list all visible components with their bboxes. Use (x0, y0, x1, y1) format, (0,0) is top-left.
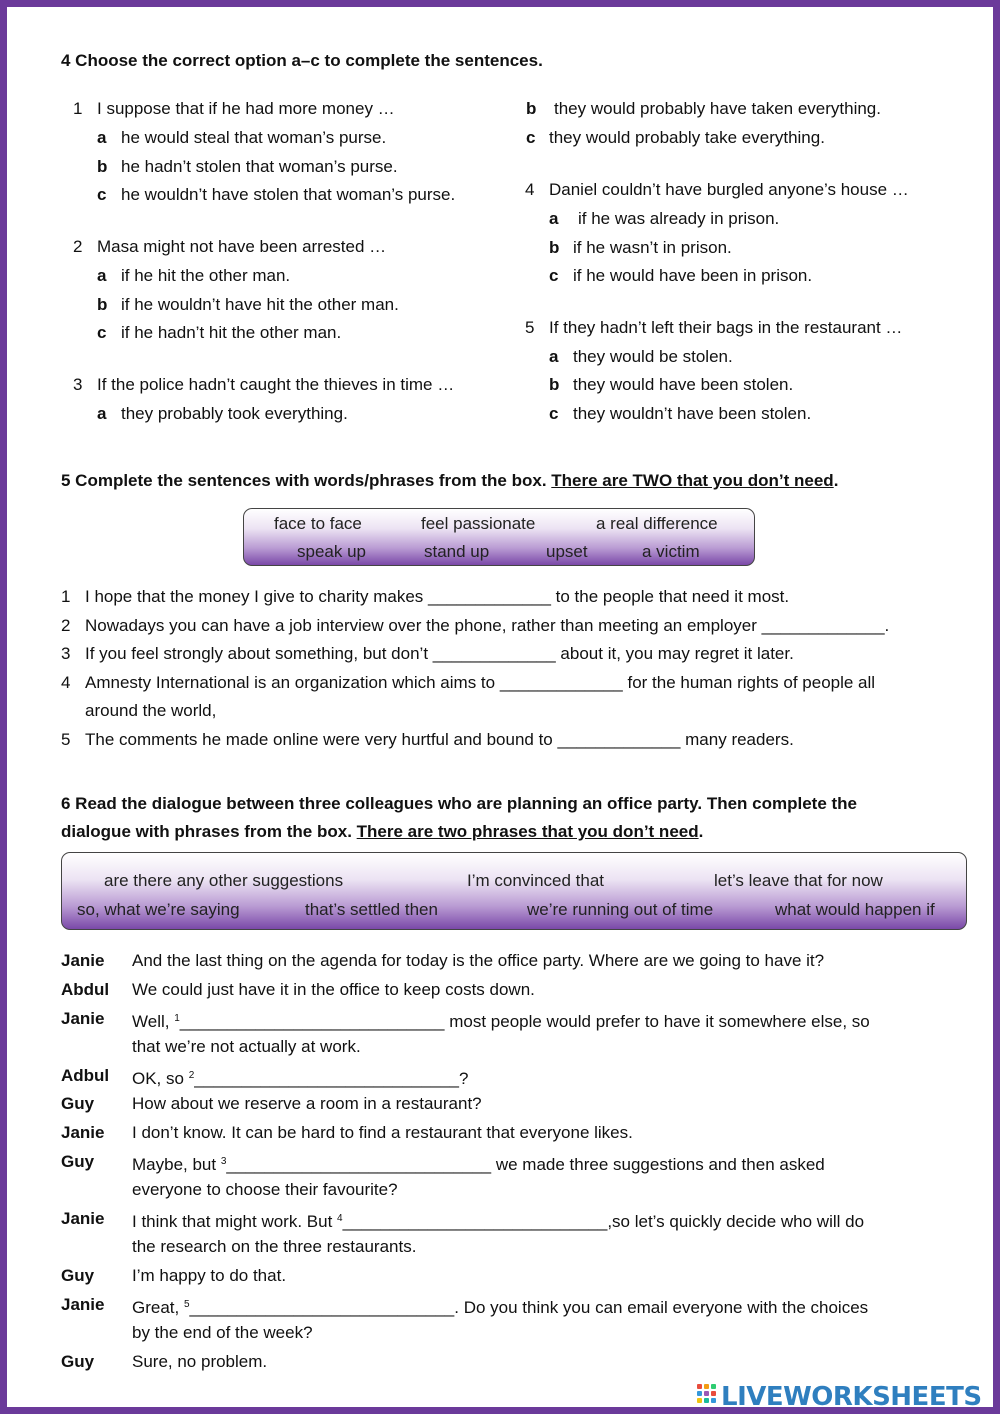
ex4-q3-option-c[interactable]: they would probably take everything. (549, 128, 825, 147)
ex5-s1-number: 1 (61, 587, 71, 606)
ex5-box-word[interactable]: a victim (642, 542, 700, 561)
dialogue-after: we made three suggestions and then asked (491, 1155, 825, 1174)
dialogue-speaker: Guy (61, 1152, 95, 1171)
ex4-q3-stem: If the police hadn’t caught the thieves in time … (97, 375, 455, 394)
dialogue-speaker: Adbul (61, 1066, 110, 1085)
ex6-heading-line2-main: dialogue with phrases from the box. (61, 822, 357, 841)
gap-5-blank[interactable]: ____________________________ (189, 1298, 455, 1317)
ex4-q2-option-b[interactable]: if he wouldn’t have hit the other man. (121, 295, 399, 314)
ex4-q5-option-c[interactable]: they wouldn’t have been stolen. (573, 404, 812, 423)
ex5-s3-before: If you feel strongly about something, but don’t (85, 644, 433, 663)
dialogue-line (132, 1066, 468, 1089)
ex5-s4-line2: around the world, (85, 701, 217, 720)
liveworksheets-logo-icon (697, 1384, 717, 1408)
dialogue-line: Sure, no problem. (132, 1352, 268, 1371)
dialogue-line: I don’t know. It can be hard to find a restaurant that everyone likes. (132, 1123, 633, 1142)
ex5-s4-before: Amnesty International is an organization which aims to (85, 673, 500, 692)
ex4-q5-option-c-letter: c (549, 404, 559, 423)
ex4-q3-option-a-letter: a (97, 404, 107, 423)
ex5-heading-main: 5 Complete the sentences with words/phrases from the box. (61, 471, 552, 490)
ex4-q4-option-c-letter: c (549, 266, 559, 285)
gap-4-blank[interactable]: ____________________________ (342, 1212, 608, 1231)
ex4-q3-option-c-letter: c (526, 128, 536, 147)
ex6-box-phrase[interactable]: I’m convinced that (467, 871, 605, 890)
ex5-s4-after: for the human rights of people all (622, 673, 876, 692)
gap-number: 2 (188, 1070, 195, 1081)
ex4-q1-option-c-letter: c (97, 185, 107, 204)
ex5-box-word[interactable]: upset (546, 542, 588, 561)
dialogue-before: Great, (132, 1298, 184, 1317)
dialogue-line: We could just have it in the office to keep costs down. (132, 980, 535, 999)
ex5-s2-before: Nowadays you can have a job interview over the phone, rather than meeting an employer (85, 616, 762, 635)
ex5-s4-blank[interactable]: _____________ (499, 673, 623, 692)
dialogue-line: And the last thing on the agenda for today is the office party. Where are we going to have it? (132, 951, 825, 970)
ex4-q5-option-b[interactable]: they would have been stolen. (573, 375, 794, 394)
ex6-heading-line1: 6 Read the dialogue between three colleagues who are planning an office party. Then complete the (61, 794, 858, 813)
ex5-box-word[interactable]: face to face (274, 514, 362, 533)
dialogue-line-continued: by the end of the week? (132, 1323, 313, 1342)
gap-number: 3 (220, 1156, 227, 1167)
ex4-q2-option-c-letter: c (97, 323, 107, 342)
ex4-q1-option-a[interactable]: he would steal that woman’s purse. (121, 128, 387, 147)
ex4-q4-option-a[interactable]: if he was already in prison. (578, 209, 780, 228)
gap-3-blank[interactable]: ____________________________ (226, 1155, 492, 1174)
dialogue-speaker: Abdul (61, 980, 110, 999)
ex5-box-word[interactable]: feel passionate (421, 514, 536, 533)
dialogue-line (132, 1009, 870, 1032)
ex4-q1-number: 1 (73, 99, 83, 118)
ex4-q3-option-b-letter: b (526, 99, 537, 118)
ex4-q1-option-b-letter: b (97, 157, 108, 176)
ex5-word-box (243, 508, 755, 566)
ex5-s2-number: 2 (61, 616, 71, 635)
ex6-box-phrase[interactable]: are there any other suggestions (104, 871, 344, 890)
ex5-s5 (85, 730, 794, 750)
gap-2-blank[interactable]: ____________________________ (194, 1069, 459, 1088)
ex6-box-phrase[interactable]: so, what we’re saying (77, 900, 240, 919)
ex5-s1 (85, 587, 789, 607)
ex5-s2-after: . (884, 616, 890, 635)
dialogue-line-continued: everyone to choose their favourite? (132, 1180, 398, 1199)
ex4-q4-option-b-letter: b (549, 238, 560, 257)
gap-number: 4 (337, 1213, 343, 1224)
ex5-box-word[interactable]: a real difference (596, 514, 718, 533)
ex5-heading-underlined: There are TWO that you don’t need (551, 471, 834, 490)
ex5-s5-after: many readers. (680, 730, 794, 749)
ex4-q3-option-a[interactable]: they probably took everything. (121, 404, 348, 423)
ex4-q1-option-a-letter: a (97, 128, 107, 147)
ex4-q4-stem: Daniel couldn’t have burgled anyone’s house … (549, 180, 909, 199)
ex4-q2-option-a[interactable]: if he hit the other man. (121, 266, 291, 285)
dialogue-line-continued: the research on the three restaurants. (132, 1237, 417, 1256)
ex5-heading-end: . (833, 471, 839, 490)
liveworksheets-logo-text: LIVEWORKSHEETS (721, 1382, 982, 1412)
dialogue-line (132, 1152, 825, 1175)
ex5-s5-before: The comments he made online were very hurtful and bound to (85, 730, 558, 749)
dialogue-after: . Do you think you can email everyone with the choices (454, 1298, 869, 1317)
ex4-q2-stem: Masa might not have been arrested … (97, 237, 387, 256)
ex4-q2-number: 2 (73, 237, 83, 256)
ex5-s2 (85, 616, 889, 636)
ex5-s5-blank[interactable]: _____________ (557, 730, 681, 749)
ex6-heading-line2-end: . (698, 822, 704, 841)
ex5-s1-before: I hope that the money I give to charity makes (85, 587, 429, 606)
ex5-box-word[interactable]: speak up (297, 542, 366, 561)
dialogue-after: ? (458, 1069, 469, 1088)
ex4-q5-stem: If they hadn’t left their bags in the restaurant … (549, 318, 903, 337)
dialogue-line (132, 1295, 868, 1318)
dialogue-line-continued: that we’re not actually at work. (132, 1037, 361, 1056)
ex5-s2-blank[interactable]: _____________ (761, 616, 885, 635)
ex4-q1-option-b[interactable]: he hadn’t stolen that woman’s purse. (121, 157, 398, 176)
ex6-phrase-box (61, 852, 967, 930)
ex5-heading (61, 471, 838, 491)
gap-number: 1 (174, 1013, 180, 1024)
ex5-s4 (85, 673, 875, 693)
dialogue-before: Maybe, but (132, 1155, 221, 1174)
dialogue-line: I’m happy to do that. (132, 1266, 287, 1285)
gap-1-blank[interactable]: ____________________________ (179, 1012, 445, 1031)
ex6-heading-underlined: There are two phrases that you don’t need (356, 822, 699, 841)
ex4-q4-option-b[interactable]: if he wasn’t in prison. (573, 238, 732, 257)
ex5-s3-blank[interactable]: _____________ (432, 644, 556, 663)
dialogue-speaker: Janie (61, 1209, 105, 1228)
dialogue-before: Well, (132, 1012, 175, 1031)
ex5-s3-after: about it, you may regret it later. (555, 644, 794, 663)
gap-number: 5 (183, 1299, 190, 1310)
dialogue-line (132, 1209, 864, 1232)
ex4-q4-option-c[interactable]: if he would have been in prison. (573, 266, 813, 285)
dialogue-speaker: Janie (61, 951, 105, 970)
dialogue-after: most people would prefer to have it somewhere else, so (444, 1012, 870, 1031)
ex5-s3 (85, 644, 794, 664)
ex4-q4-option-a-letter: a (549, 209, 559, 228)
ex4-q2-option-c[interactable]: if he hadn’t hit the other man. (121, 323, 342, 342)
ex4-q5-number: 5 (525, 318, 535, 337)
ex5-s1-after: to the people that need it most. (550, 587, 790, 606)
dialogue-speaker: Guy (61, 1094, 95, 1113)
dialogue-speaker: Janie (61, 1123, 105, 1142)
dialogue-speaker: Guy (61, 1352, 95, 1371)
ex6-heading-line2 (61, 822, 703, 842)
ex4-q5-option-b-letter: b (549, 375, 560, 394)
ex4-heading: 4 Choose the correct option a–c to complete the sentences. (61, 51, 543, 70)
ex4-q5-option-a-letter: a (549, 347, 559, 366)
dialogue-speaker: Janie (61, 1009, 105, 1028)
ex4-q2-option-a-letter: a (97, 266, 107, 285)
dialogue-line: How about we reserve a room in a restaurant? (132, 1094, 482, 1113)
ex4-q2-option-b-letter: b (97, 295, 108, 314)
ex4-q4-number: 4 (525, 180, 535, 199)
dialogue-before: I think that might work. But (132, 1212, 338, 1231)
ex4-q3-option-b[interactable]: they would probably have taken everything. (554, 99, 881, 118)
ex4-q3-number: 3 (73, 375, 83, 394)
ex6-box-phrase[interactable]: what would happen if (775, 900, 935, 919)
ex4-q5-option-a[interactable]: they would be stolen. (573, 347, 733, 366)
dialogue-after: ,so let’s quickly decide who will do (607, 1212, 865, 1231)
ex5-box-word[interactable]: stand up (424, 542, 490, 561)
dialogue-speaker: Guy (61, 1266, 95, 1285)
ex5-s4-number: 4 (61, 673, 71, 692)
ex4-q1-stem: I suppose that if he had more money … (97, 99, 395, 118)
ex5-s1-blank[interactable]: _____________ (428, 587, 551, 606)
ex6-box-phrase[interactable]: that’s settled then (305, 900, 438, 919)
ex6-box-phrase[interactable]: let’s leave that for now (714, 871, 883, 890)
ex4-q1-option-c[interactable]: he wouldn’t have stolen that woman’s purse. (121, 185, 456, 204)
dialogue-speaker: Janie (61, 1295, 105, 1314)
ex5-s5-number: 5 (61, 730, 71, 749)
ex6-box-phrase[interactable]: we’re running out of time (527, 900, 714, 919)
dialogue-before: OK, so (132, 1069, 189, 1088)
ex5-s3-number: 3 (61, 644, 71, 663)
